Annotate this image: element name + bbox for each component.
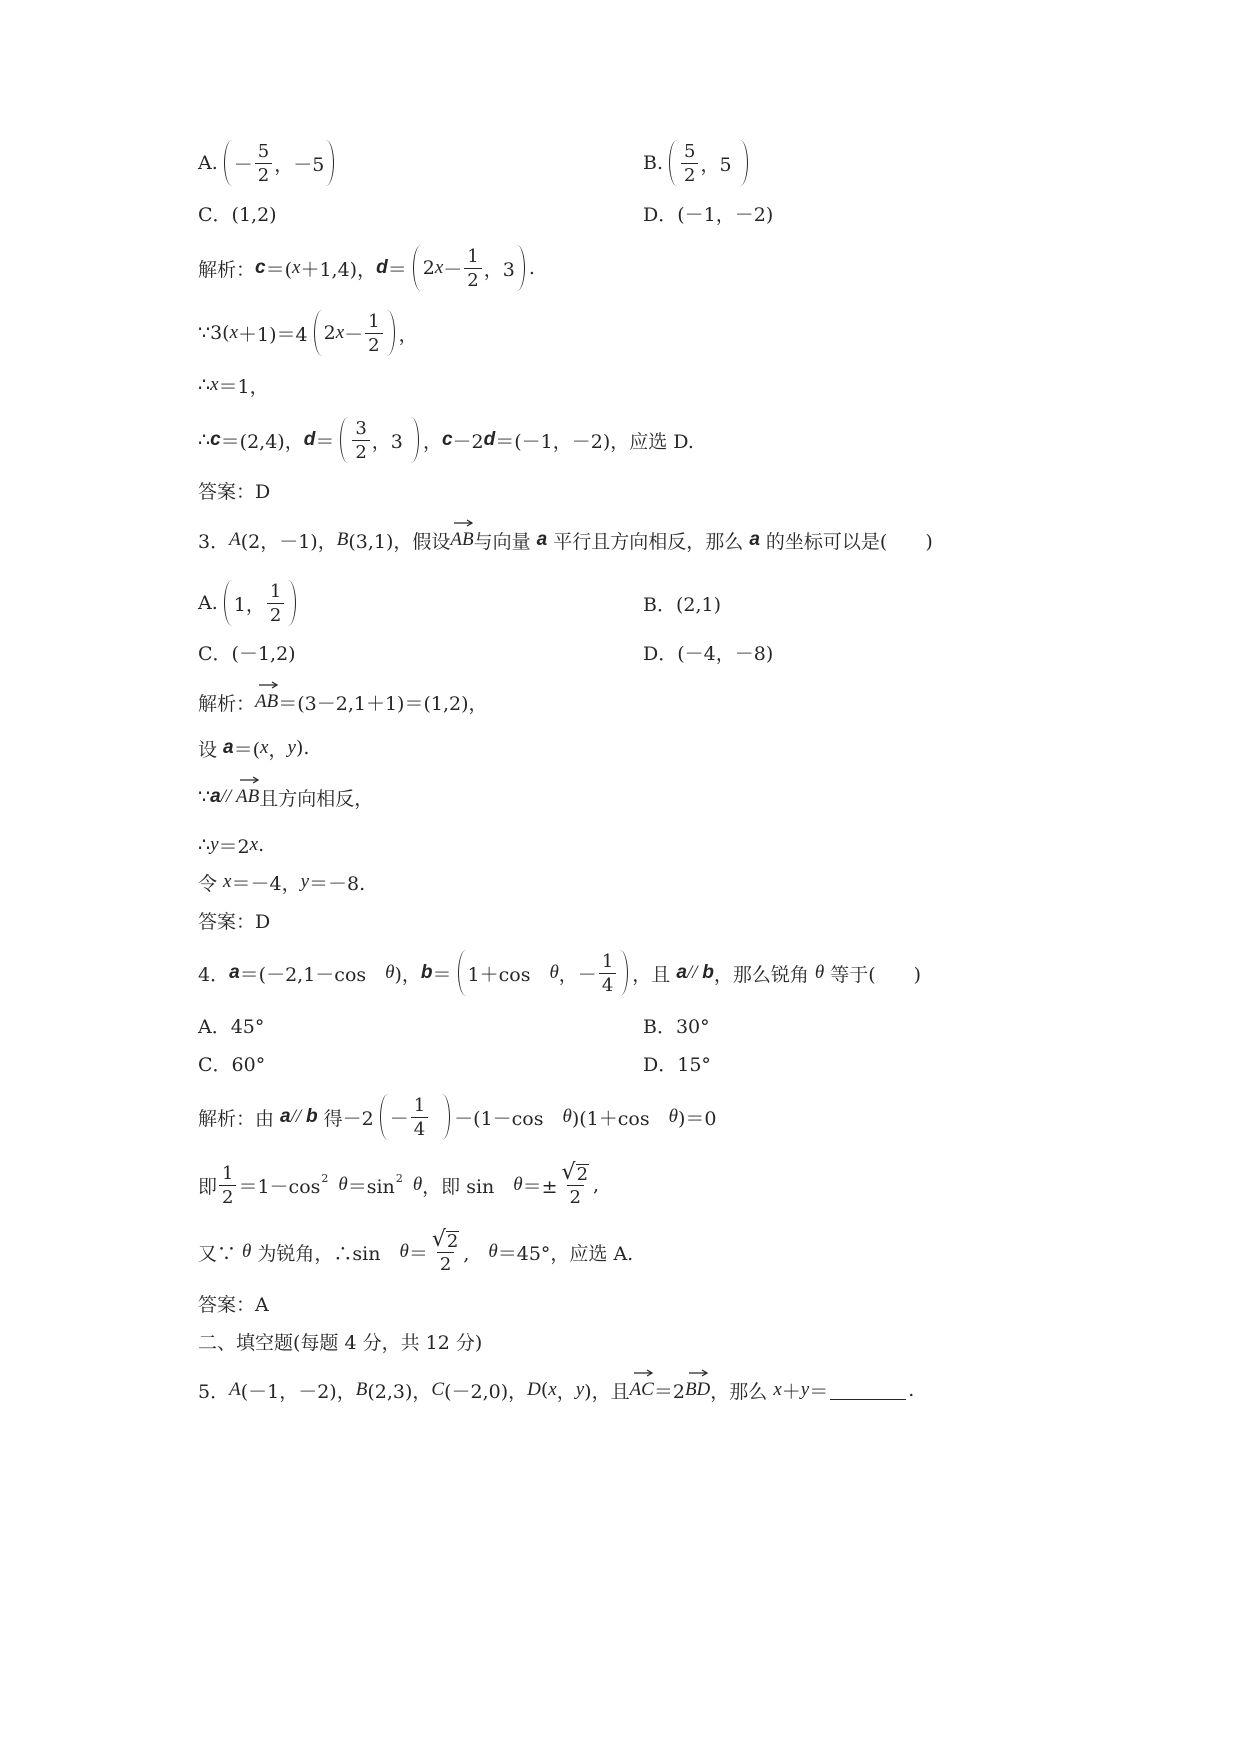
left-paren <box>224 580 232 626</box>
q2-option-d <box>643 183 773 243</box>
denominator: 2 <box>437 1252 454 1276</box>
section-title: 二、填空题(每题 4 分，共 12 分) <box>198 1331 483 1354</box>
question-text: (－2,0)， <box>444 1380 528 1403</box>
question-text: ， <box>556 1380 576 1403</box>
vector-b: b <box>305 1106 318 1127</box>
fraction <box>681 140 698 187</box>
denominator: 2 <box>255 163 272 187</box>
option-text: B．30° <box>643 1015 710 1038</box>
variable-x: x <box>434 257 444 278</box>
q2-solution-line-3 <box>198 355 269 415</box>
numerator <box>560 1161 591 1185</box>
point-a: A <box>229 529 241 550</box>
point-d: D <box>527 1379 541 1400</box>
vector-a: a <box>280 1106 291 1127</box>
question-text: ，那么 <box>710 1380 774 1403</box>
parallel-sign: // <box>686 962 703 983</box>
denominator: 2 <box>219 1185 236 1209</box>
math-text: 2 <box>323 322 336 344</box>
numerator: 1 <box>222 1162 234 1184</box>
question-text: ＝(－2,1－cos <box>239 963 386 986</box>
question-text: ＝ <box>432 963 452 986</box>
math-text: ＝(3－2,1＋1)＝(1,2)， <box>278 692 488 715</box>
vector-ab <box>236 786 259 808</box>
solution-label: 解析： <box>198 692 256 715</box>
option-label: B. <box>643 152 664 174</box>
fraction-sqrt <box>430 1228 461 1276</box>
point-b: B <box>355 1379 368 1400</box>
vector-d: d <box>303 429 316 450</box>
answer-blank <box>830 1381 906 1400</box>
vector-a: a <box>536 529 548 550</box>
vector-b: b <box>420 962 433 983</box>
exponent: 2 <box>321 1171 329 1185</box>
question-text: ＋ <box>781 1380 801 1403</box>
math-text: ＝(－1，－2)，应选 D. <box>495 430 694 453</box>
right-paren <box>326 140 334 186</box>
fraction <box>255 140 272 187</box>
solution-label: 解析：由 <box>198 1107 281 1130</box>
answer-text: 答案：D <box>198 480 271 503</box>
variable-theta: θ <box>562 1106 572 1127</box>
variable-y: y <box>800 1379 810 1400</box>
vector-ab <box>450 529 473 551</box>
option-text: C．(1,2) <box>198 203 277 226</box>
numerator: 1 <box>269 580 282 602</box>
question-text: ，那么锐角 <box>713 963 815 986</box>
vector-label: AC <box>629 1379 654 1400</box>
question-text: 平行且方向相反，那么 <box>547 530 750 553</box>
math-text: ∴ <box>198 374 211 396</box>
vector-b: b <box>702 962 714 983</box>
vector-c: c <box>210 429 221 450</box>
variable-theta: θ <box>385 962 395 983</box>
variable-x: x <box>210 374 219 395</box>
left-paren <box>380 1094 388 1140</box>
math-text: . <box>528 257 535 279</box>
q4-stem <box>198 943 921 1003</box>
right-paren <box>517 245 525 291</box>
denominator: 4 <box>599 973 616 997</box>
numerator: 1 <box>368 310 380 332</box>
variable-theta: θ <box>242 1241 252 1262</box>
question-text: (2，－1)， <box>240 530 337 553</box>
vector-a: a <box>229 962 240 983</box>
point-b: B <box>336 529 349 550</box>
radicand: 2 <box>576 1164 589 1185</box>
option-text: D．(－4，－8) <box>643 642 774 665</box>
vector-arrow-icon <box>633 1369 653 1377</box>
option-text: D．15° <box>643 1053 711 1076</box>
math-text: ，3 <box>371 430 409 453</box>
fraction <box>352 417 369 464</box>
vector-label: AB <box>255 691 279 712</box>
answer-text: 答案：A <box>198 1293 269 1316</box>
left-paren <box>413 245 421 291</box>
vector-ab <box>255 691 278 713</box>
math-text: , <box>593 1174 600 1196</box>
variable-x: x <box>335 322 345 343</box>
question-number: 5． <box>198 1380 230 1403</box>
radical-sign: √ <box>431 1227 446 1252</box>
vector-d: d <box>483 429 496 450</box>
variable-theta: θ <box>814 962 825 983</box>
question-text: ，－ <box>558 963 597 986</box>
math-text: ＝1， <box>218 375 269 398</box>
math-text: 且方向相反， <box>259 787 374 810</box>
math-text: , <box>463 1242 489 1265</box>
q3-answer <box>198 890 270 950</box>
variable-y: y <box>287 737 296 758</box>
option-text: C．60° <box>198 1053 266 1076</box>
math-text: － <box>344 323 364 346</box>
minus-sign: － <box>233 153 253 176</box>
math-text: ＝ <box>408 1242 428 1265</box>
math-text: ＝－8. <box>309 872 366 895</box>
variable-y: y <box>210 834 219 855</box>
fraction <box>267 580 284 627</box>
math-text: ，3 <box>483 258 515 281</box>
variable-y: y <box>575 1379 585 1400</box>
math-text: )＝0 <box>677 1107 717 1130</box>
vector-bd <box>685 1379 710 1401</box>
math-text: 得－2 <box>317 1107 374 1130</box>
option-text: C．(－1,2) <box>198 642 296 665</box>
q2-solution-line-4 <box>198 410 694 470</box>
math-text: ＝－4， <box>231 872 301 895</box>
option-text: B．(2,1) <box>643 593 722 616</box>
math-text: ， <box>268 738 288 761</box>
vector-a: a <box>749 529 760 550</box>
radical-sign: √ <box>561 1160 576 1185</box>
math-text: ＝45°，应选 A. <box>497 1242 634 1265</box>
math-text: ). <box>295 737 310 759</box>
q4-solution-line-2 <box>198 1155 599 1215</box>
parallel-sign: // <box>220 786 236 807</box>
math-text: 令 <box>198 872 224 895</box>
denominator: 2 <box>352 440 369 464</box>
answer-text: 答案：D <box>198 910 271 933</box>
math-text: ，即 sin <box>422 1175 514 1198</box>
q2-solution-line-2 <box>198 303 418 363</box>
math-text: 为锐角，∴sin <box>251 1242 400 1265</box>
math-text: 又∵ <box>198 1242 243 1265</box>
numerator: 3 <box>355 417 367 439</box>
variable-x: x <box>249 834 259 855</box>
math-text: 即 <box>198 1175 218 1198</box>
vector-a: a <box>223 737 234 758</box>
variable-theta: θ <box>488 1241 498 1262</box>
vector-arrow-icon <box>239 776 259 784</box>
math-text: ＝ <box>387 258 407 281</box>
left-paren <box>669 140 677 186</box>
point-c: C <box>431 1379 445 1400</box>
fraction <box>599 950 616 997</box>
math-text: － <box>443 258 463 281</box>
exponent: 2 <box>395 1171 403 1185</box>
math-text: ∵ <box>198 786 211 808</box>
q4-option-d <box>643 1033 711 1093</box>
vector-a: a <box>210 786 221 807</box>
question-text: ，且 <box>632 963 677 986</box>
numerator: 5 <box>684 140 696 162</box>
vector-d: d <box>376 257 388 278</box>
vector-arrow-icon <box>453 519 473 527</box>
right-paren <box>411 417 419 463</box>
variable-theta: θ <box>338 1174 348 1195</box>
question-text: ＝ <box>809 1380 829 1403</box>
vector-c: c <box>255 257 266 278</box>
math-text: －(1－cos <box>454 1107 563 1130</box>
math-text: ＝ <box>315 430 335 453</box>
math-text: ＝± <box>522 1175 558 1198</box>
math-text: ＝( <box>233 738 261 761</box>
math-text: )(1＋cos <box>571 1107 669 1130</box>
question-text: (3,1)，假设 <box>348 530 451 553</box>
math-text: 设 <box>198 738 224 761</box>
question-text: 的坐标可以是( ) <box>759 530 933 553</box>
math-text: ∴ <box>198 834 211 856</box>
variable-y: y <box>300 871 310 892</box>
math-text: －2 <box>452 430 484 453</box>
variable-x: x <box>223 871 232 892</box>
math-text: ＝(2,4)， <box>220 430 304 453</box>
question-text: (－1，－2)， <box>240 1380 356 1403</box>
variable-theta: θ <box>412 1174 423 1195</box>
vector-label: AB <box>235 786 260 807</box>
left-paren <box>340 417 348 463</box>
math-text: ＝( <box>265 258 293 281</box>
q3-stem <box>198 510 933 570</box>
right-paren <box>740 140 748 186</box>
math-text: ＝sin <box>347 1175 395 1198</box>
numerator: 1 <box>467 245 479 267</box>
variable-theta: θ <box>549 962 559 983</box>
question-number: 3． <box>198 530 230 553</box>
math-text: ＋1,4)， <box>300 258 377 281</box>
math-text: ， <box>398 323 418 346</box>
minus-sign: － <box>389 1107 409 1130</box>
numerator: 1 <box>601 950 614 972</box>
left-paren <box>224 140 232 186</box>
q2-option-c <box>198 183 277 243</box>
numerator: 5 <box>257 140 270 162</box>
q2-solution-line-1 <box>198 238 535 298</box>
question-text: )，且 <box>584 1380 630 1403</box>
variable-theta: θ <box>513 1174 523 1195</box>
numerator <box>430 1228 461 1252</box>
option-label: A. <box>198 152 218 174</box>
question-text: 等于( ) <box>824 963 922 986</box>
vector-a: a <box>676 962 687 983</box>
variable-x: x <box>548 1379 557 1400</box>
parallel-sign: // <box>290 1106 306 1127</box>
math-text: ＋1)＝4 <box>238 323 308 346</box>
question-number: 4． <box>198 963 230 986</box>
math-text: ∵3( <box>198 322 230 344</box>
math-text: . <box>258 834 265 856</box>
option-label: A. <box>198 592 218 614</box>
variable-x: x <box>229 322 239 343</box>
option-text: A．45° <box>198 1015 265 1038</box>
math-text: ∴ <box>198 429 211 451</box>
fraction-sqrt <box>560 1161 591 1209</box>
math-text: 2 <box>422 257 435 279</box>
point-a: A <box>229 1379 241 1400</box>
radicand: 2 <box>446 1231 459 1252</box>
denominator: 4 <box>411 1117 428 1141</box>
q5-stem <box>198 1360 914 1420</box>
vector-label: AB <box>450 529 474 550</box>
option-text: ，5 <box>700 153 738 176</box>
numerator: 1 <box>413 1094 426 1116</box>
question-text: )， <box>394 963 421 986</box>
question-text: (2,3)， <box>367 1380 432 1403</box>
question-text: ＝2 <box>653 1380 685 1403</box>
vector-arrow-icon <box>688 1369 708 1377</box>
question-text: ( <box>540 1379 549 1401</box>
denominator: 2 <box>681 163 698 187</box>
q3-option-d <box>643 622 773 682</box>
variable-x: x <box>260 737 269 758</box>
math-text: ＝2 <box>218 835 250 858</box>
solution-label: 解析： <box>198 258 256 281</box>
denominator: 2 <box>365 333 382 357</box>
variable-x: x <box>773 1379 782 1400</box>
left-paren <box>458 950 466 996</box>
right-paren <box>387 310 395 356</box>
right-paren <box>620 950 628 996</box>
option-text: ，－5 <box>274 153 325 176</box>
fraction <box>464 245 481 292</box>
right-paren <box>288 580 296 626</box>
fraction <box>365 310 382 357</box>
question-text: 与向量 <box>473 530 537 553</box>
variable-x: x <box>292 257 301 278</box>
vector-ac <box>630 1379 654 1401</box>
vector-label: BD <box>684 1379 711 1400</box>
math-text: ， <box>422 430 442 453</box>
denominator: 2 <box>267 603 284 627</box>
denominator: 2 <box>567 1185 584 1209</box>
variable-theta: θ <box>668 1106 678 1127</box>
vector-c: c <box>441 429 453 450</box>
fraction <box>411 1094 428 1141</box>
denominator: 2 <box>464 268 481 292</box>
variable-theta: θ <box>399 1241 409 1262</box>
question-text: . <box>908 1379 915 1401</box>
q4-option-c <box>198 1033 265 1093</box>
option-text: D．(－1，－2) <box>643 203 774 226</box>
math-text: ＝1－cos <box>238 1175 321 1198</box>
question-text: 1＋cos <box>467 963 550 986</box>
vector-arrow-icon <box>258 681 278 689</box>
option-text: 1， <box>233 593 265 616</box>
left-paren <box>314 310 322 356</box>
fraction <box>219 1162 236 1209</box>
right-paren <box>442 1094 450 1140</box>
q4-solution-line-1 <box>198 1087 716 1147</box>
